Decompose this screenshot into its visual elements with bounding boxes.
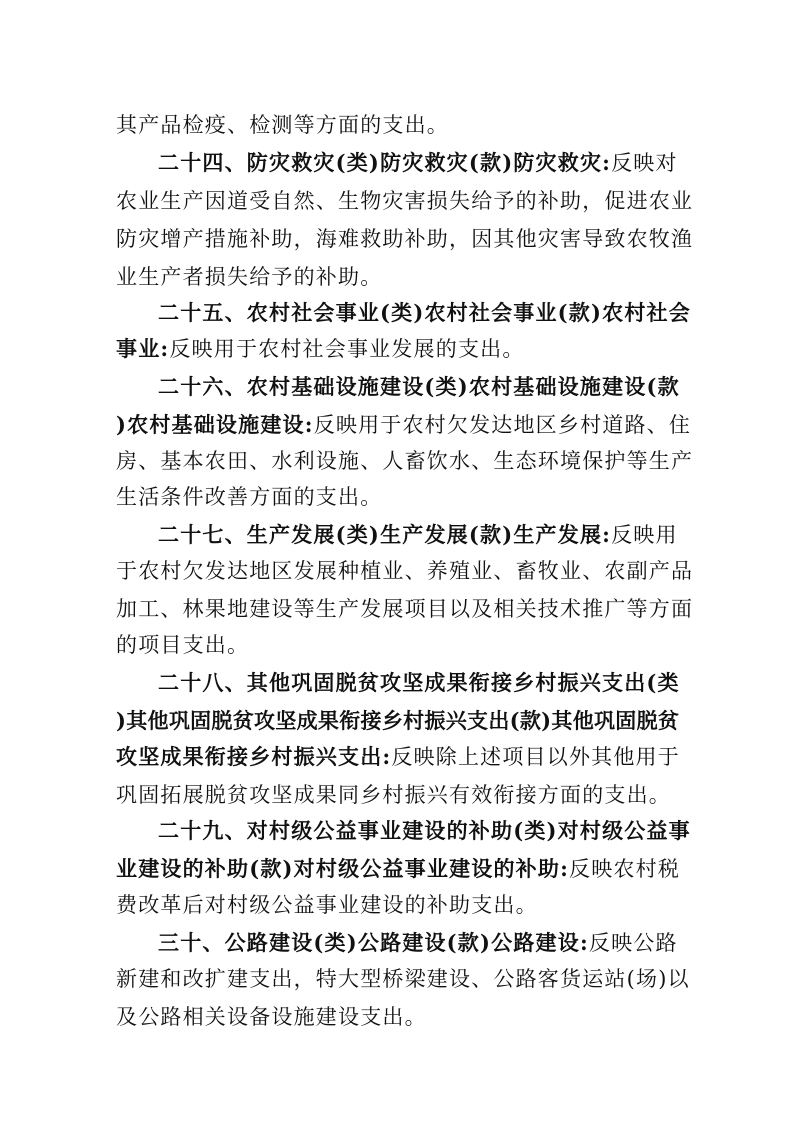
text-line [116, 478, 696, 516]
text-line [116, 220, 696, 258]
text-line [158, 664, 698, 702]
text-line [158, 294, 698, 332]
text-line [116, 850, 696, 888]
line-text: 的项目支出。 [116, 633, 250, 657]
line-text: 反映农村税 [569, 857, 681, 881]
text-line [116, 886, 696, 924]
text-line [116, 330, 696, 368]
line-text: 费改革后对村级公益事业建设的补助支出。 [116, 893, 538, 917]
line-heading: 二十六、农村基础设施建设(类)农村基础设施建设(款 [158, 374, 680, 399]
text-line [158, 144, 698, 182]
line-heading: 二十七、生产发展(类)生产发展(款)生产发展: [158, 522, 612, 547]
text-line [116, 960, 696, 998]
line-text: 及公路相关设备设施建设支出。 [116, 1005, 427, 1029]
line-text: 反映除上述项目以外其他用于 [391, 745, 680, 769]
line-text: 加工、林果地建设等生产发展项目以及相关技术推广等方面 [116, 597, 694, 621]
line-heading: 二十五、农村社会事业(类)农村社会事业(款)农村社会 [158, 300, 691, 325]
text-line [116, 626, 696, 664]
line-heading: 事业: [116, 336, 170, 361]
line-text: 反映用于农村欠发达地区乡村道路、住 [313, 413, 692, 437]
line-text: 反映对 [611, 151, 678, 175]
text-line [116, 442, 696, 480]
text-line [158, 924, 698, 962]
line-heading: 业建设的补助(款)对村级公益事业建设的补助: [116, 856, 570, 881]
text-line [116, 776, 696, 814]
line-text: 农业生产因道受自然、生物灾害损失给予的补助，促进农业 [116, 189, 694, 213]
text-line [116, 702, 696, 740]
line-heading: )其他巩固脱贫攻坚成果衔接乡村振兴支出(款)其他巩固脱贫 [116, 708, 680, 733]
text-line [116, 552, 696, 590]
line-text: 生活条件改善方面的支出。 [116, 485, 383, 509]
line-text: 防灾增产措施补助，海难救助补助，因其他灾害导致农牧渔 [116, 227, 694, 251]
line-text: 其产品检疫、检测等方面的支出。 [116, 113, 449, 137]
line-text: 巩固拓展脱贫攻坚成果同乡村振兴有效衔接方面的支出。 [116, 783, 671, 807]
line-heading: 二十四、防灾救灾(类)防灾救灾(款)防灾救灾: [158, 150, 612, 175]
line-heading: 攻坚成果衔接乡村振兴支出: [116, 744, 392, 769]
text-line [116, 590, 696, 628]
text-line [116, 738, 696, 776]
line-text: 反映用 [611, 523, 678, 547]
text-line [116, 106, 696, 144]
line-text: 反映公路 [588, 931, 678, 955]
text-line [116, 406, 696, 444]
line-text: 新建和改扩建支出，特大型桥梁建设、公路客货运站(场)以 [116, 967, 690, 991]
text-line [116, 182, 696, 220]
text-line [158, 368, 698, 406]
line-text: 反映用于农村社会事业发展的支出。 [169, 337, 525, 361]
line-text: 房、基本农田、水利设施、人畜饮水、生态环境保护等生产 [116, 449, 694, 473]
line-heading: )农村基础设施建设: [116, 412, 314, 437]
text-line [158, 516, 698, 554]
line-heading: 二十九、对村级公益事业建设的补助(类)对村级公益事 [158, 818, 691, 843]
line-heading: 三十、公路建设(类)公路建设(款)公路建设: [158, 930, 589, 955]
text-line [116, 998, 696, 1036]
line-text: 业生产者损失给予的补助。 [116, 265, 383, 289]
line-text: 于农村欠发达地区发展种植业、养殖业、畜牧业、农副产品 [116, 559, 694, 583]
line-heading: 二十八、其他巩固脱贫攻坚成果衔接乡村振兴支出(类 [158, 670, 680, 695]
text-line [116, 258, 696, 296]
text-line [158, 812, 698, 850]
